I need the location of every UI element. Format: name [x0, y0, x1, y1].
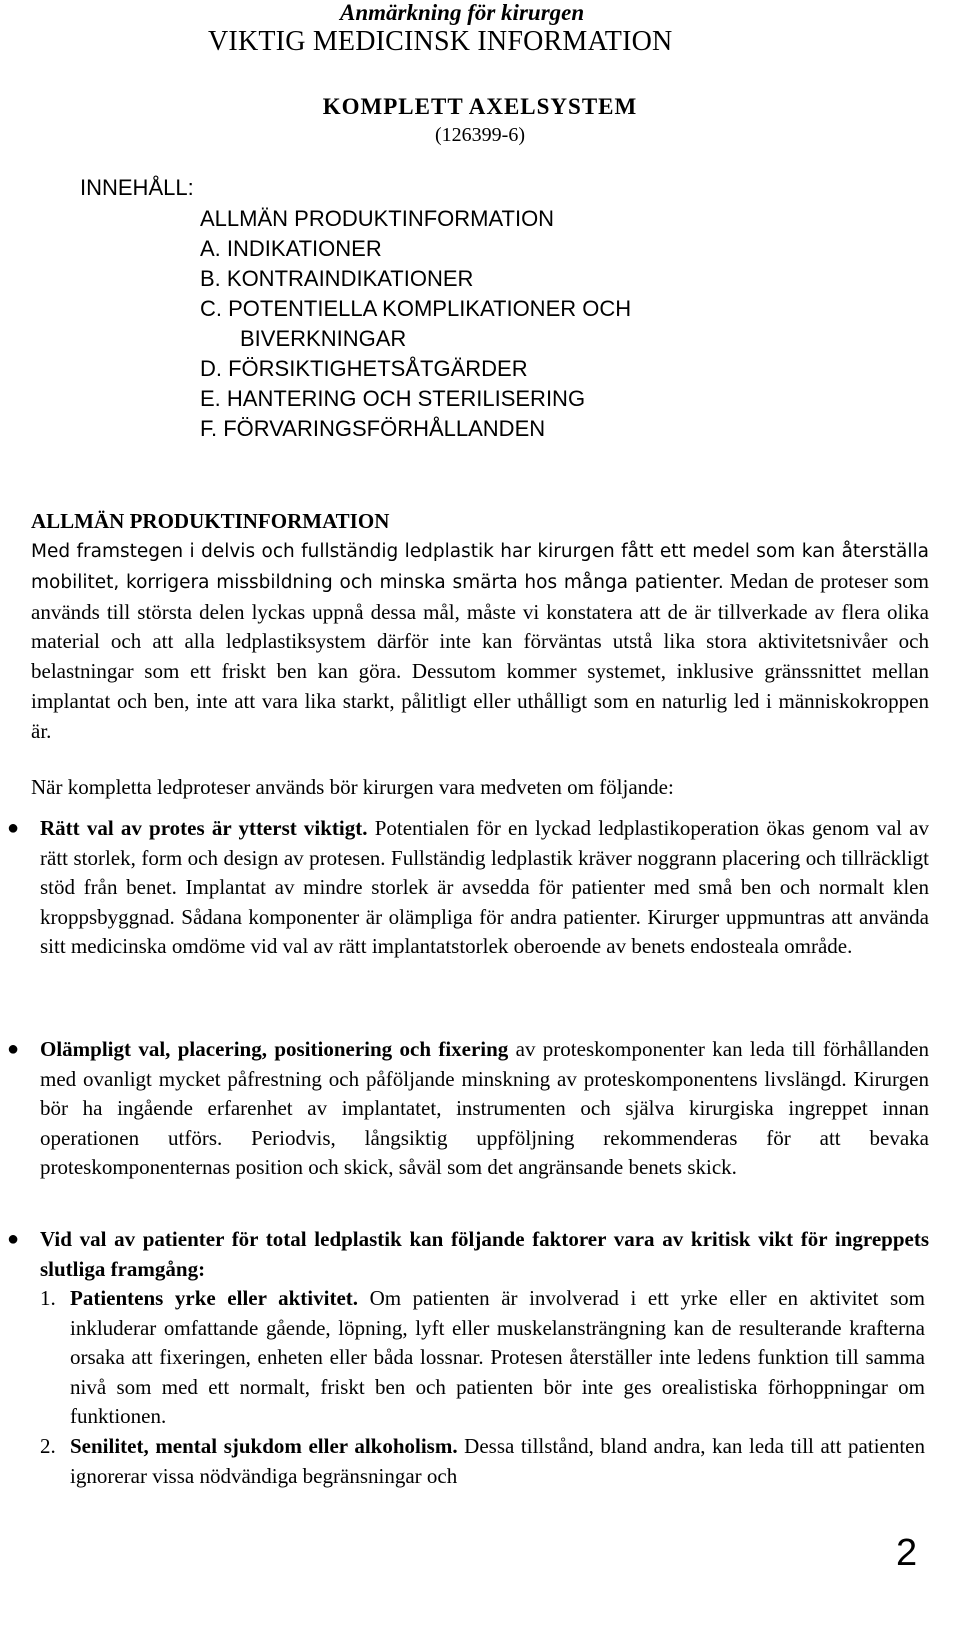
contents-item: A. INDIKATIONER — [200, 236, 382, 261]
intro-text-part1: Med framstegen i delvis och fullständig ledplastik har kirurgen fått ett medel som kan återställa mobilitet, korrigera missbildning och minska smärta hos många patienter. — [31, 541, 929, 593]
surgeon-note-label: Anmärkning för kirurgen — [340, 0, 585, 25]
bullet-item — [7, 1225, 929, 1284]
contents-item: C. POTENTIELLA KOMPLIKATIONER OCH — [200, 296, 632, 321]
bullet-icon: ● — [7, 817, 20, 839]
factor-item — [40, 1284, 925, 1432]
factor-text: Om patienten är involverad i ett yrke eller en aktivitet som inkluderar omfattande gående, löpning, lyft eller muskelansträngning kan de resulterande krafterna orsaka att fixeringen, enheten eller båda lossnar. Protesen återställer inte ledens funktion till samma nivå som med ett normalt, friskt ben och patienten bör inte ges orealistiska förhoppningar om funktionen. — [70, 1286, 925, 1429]
contents-item: D. FÖRSIKTIGHETSÅTGÄRDER — [200, 356, 528, 381]
bullet-text: Potentialen för en lyckad ledplastikoperation ökas genom val av rätt storlek, form och design av protesen. Fullständig ledplastik kräver noggrann placering och tillräckligt stöd från benet. Implantat av mindre storlek är avsedda för patienter med små ben och normalt klen kroppsbyggnad. Sådana komponenter är olämpliga för andra patienter. Kirurger uppmuntras att använda sitt medicinska omdöme vid val av rätt implantatstorlek oberoende av benets endosteala område. — [40, 816, 929, 959]
factor-bold-text: Senilitet, mental sjukdom eller alkoholism. — [70, 1434, 458, 1458]
bullet-icon: ● — [7, 1038, 20, 1060]
contents-item: BIVERKNINGAR — [240, 326, 407, 351]
bullet-text: av proteskomponenter kan leda till förhållanden med ovanligt mycket påfrestning och påföljande minskning av proteskomponentens livslängd. Kirurgen bör ha ingående erfarenhet av implantatet, instrumenten och själva kirurgiska ingreppet innan operationen utförs. Periodvis, långsiktig uppföljning rekommenderas för att bevaka proteskomponenternas position och skick, såväl som det angränsande benets skick. — [40, 1037, 929, 1180]
bullet-icon: ● — [7, 1228, 20, 1250]
contents-item: B. KONTRAINDIKATIONER — [200, 266, 474, 291]
bullet-item — [7, 814, 929, 962]
factor-number: 1. — [40, 1286, 56, 1310]
system-code: (126399-6) — [435, 124, 525, 146]
contents-item: E. HANTERING OCH STERILISERING — [200, 386, 586, 411]
factor-number: 2. — [40, 1434, 56, 1458]
contents-list — [200, 204, 631, 444]
bullet-bold-text: Vid val av patienter för total ledplastik kan följande faktorer vara av kritisk vikt för ingreppets slutliga framgång: — [40, 1227, 929, 1281]
bullet-bold-text: Rätt val av protes är ytterst viktigt. — [40, 816, 368, 840]
bullet-bold-text: Olämpligt val, placering, positionering och fixering — [40, 1037, 509, 1061]
contents-item: ALLMÄN PRODUKTINFORMATION — [200, 206, 555, 231]
lead-sentence: När kompletta ledproteser används bör kirurgen vara medveten om följande: — [31, 775, 674, 799]
page-number: 2 — [896, 1532, 918, 1574]
factor-bold-text: Patientens yrke eller aktivitet. — [70, 1286, 359, 1310]
intro-paragraph — [31, 536, 929, 747]
document-title: VIKTIG MEDICINSK INFORMATION — [208, 26, 673, 57]
contents-item: F. FÖRVARINGSFÖRHÅLLANDEN — [200, 416, 546, 441]
contents-heading: INNEHÅLL: — [80, 175, 194, 200]
factor-item — [40, 1432, 925, 1491]
factor-text: Dessa tillstånd, bland andra, kan leda till att patienten ignorerar vissa nödvändiga begränsningar och — [70, 1434, 925, 1488]
intro-text-part2: Medan de proteser som används till största delen lyckas uppnå dessa mål, måste vi konstatera att de är tillverkade av flera olika material och att alla ledplastiksystem därför inte kan förväntas utstå lika stora aktivitetsnivåer och belastningar som ett friskt ben kan göra. Dessutom kommer systemet, inklusive gränssnittet mellan implantat och ben, inte att vara lika starkt, pålitligt eller uthålligt som en naturlig led i människokroppen är. — [31, 568, 930, 743]
bullet-item — [7, 1035, 929, 1183]
system-name: KOMPLETT AXELSYSTEM — [322, 94, 638, 119]
section-heading: ALLMÄN PRODUKTINFORMATION — [31, 509, 390, 533]
